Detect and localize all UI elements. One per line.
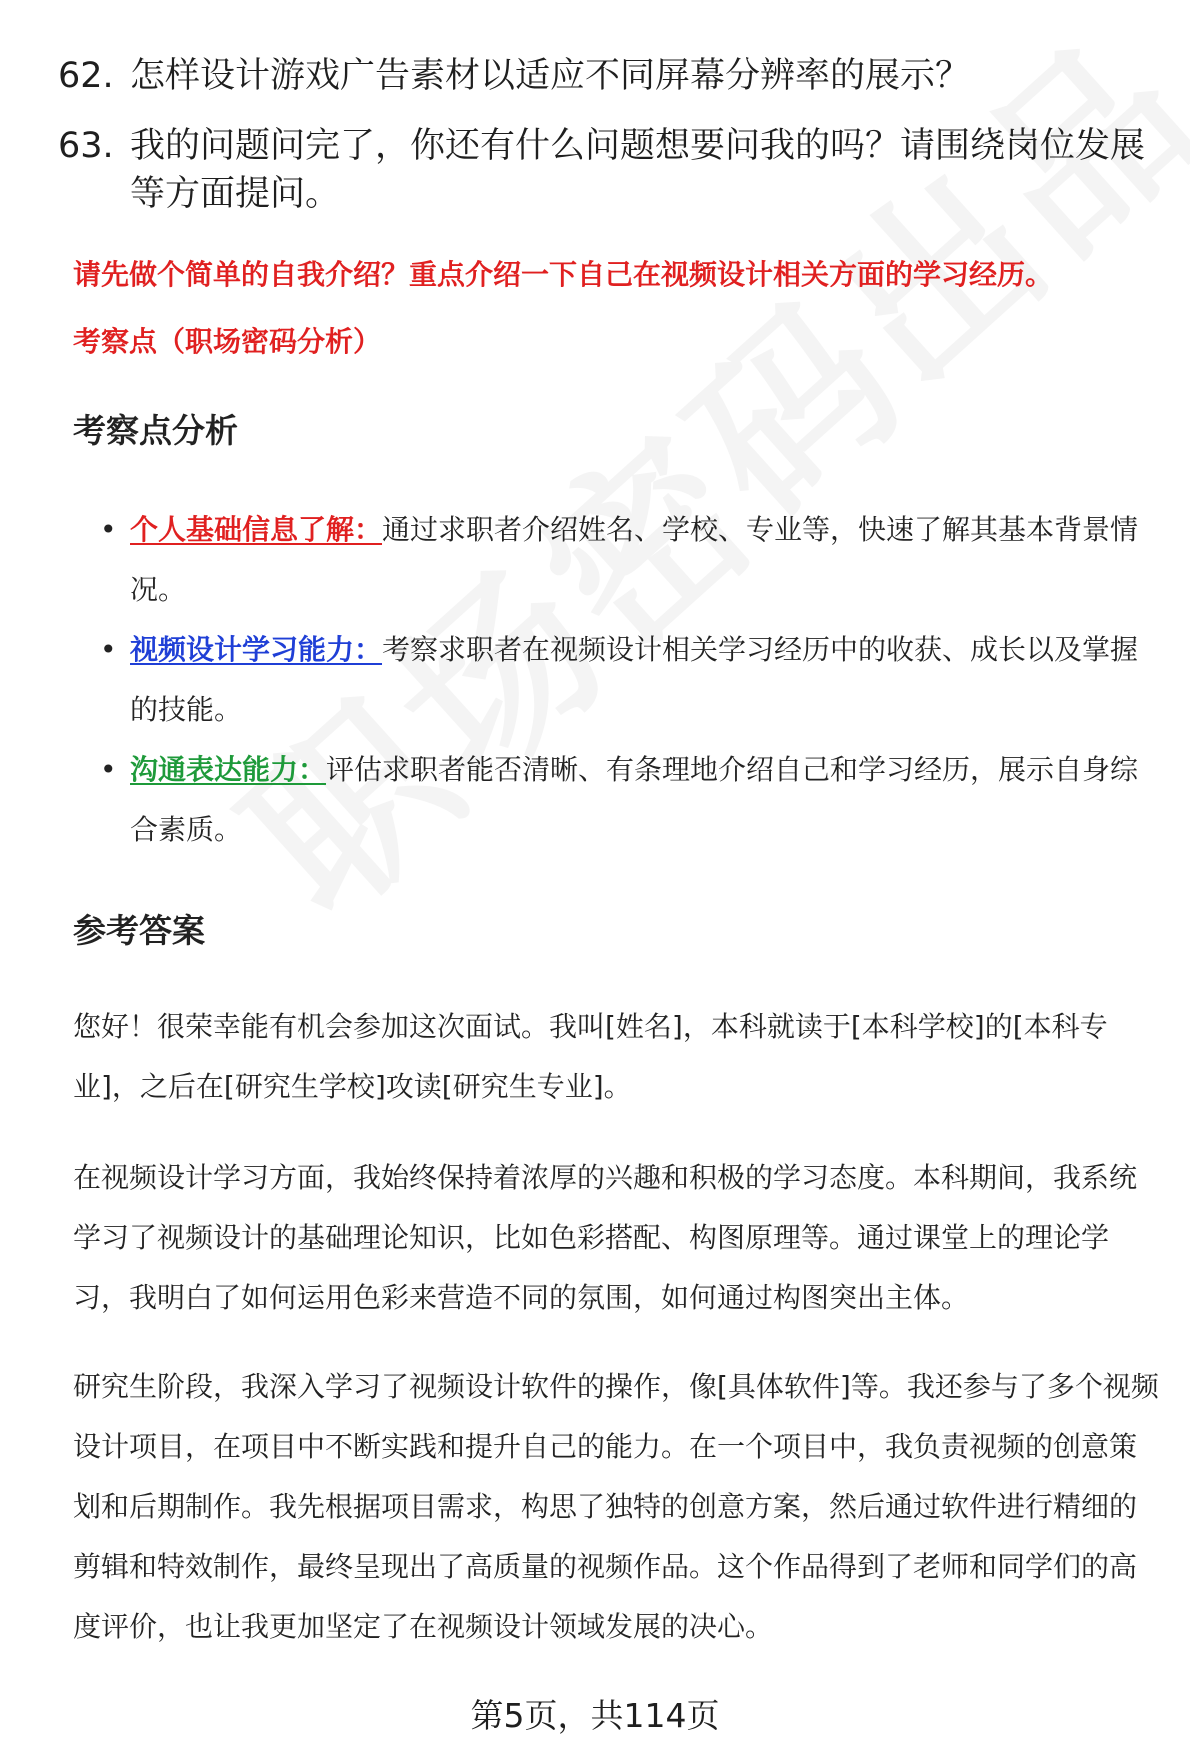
analysis-item xyxy=(100,500,1160,620)
question-number: 63. xyxy=(58,126,114,166)
current-question: 请先做个简单的自我介绍？重点介绍一下自己在视频设计相关方面的学习经历。 xyxy=(73,258,1054,291)
question-item xyxy=(58,122,1158,218)
analysis-keyword: 视频设计学习能力： xyxy=(130,633,383,666)
analysis-item xyxy=(100,620,1160,740)
answer-paragraph: 研究生阶段，我深入学习了视频设计软件的操作，像[具体软件]等。我还参与了多个视频设计项目，在项目中不断实践和提升自己的能力。在一个项目中，我负责视频的创意策划和后期制作。我先根据项目需求，构思了独特的创意方案，然后通过软件进行精细的剪辑和特效制作，最终呈现出了高质量的视频作品。这个作品得到了老师和同学们的高度评价，也让我更加坚定了在视频设计领域发展的决心。 xyxy=(73,1370,1159,1643)
question-text: 我的问题问完了，你还有什么问题想要问我的吗？请围绕岗位发展等方面提问。 xyxy=(130,126,1146,214)
answer-paragraph: 在视频设计学习方面，我始终保持着浓厚的兴趣和积极的学习态度。本科期间，我系统学习了视频设计的基础理论知识，比如色彩搭配、构图原理等。通过课堂上的理论学习，我明白了如何运用色彩来营造不同的氛围，如何通过构图突出主体。 xyxy=(73,1161,1138,1314)
question-list xyxy=(58,52,1158,240)
bullet-icon: • xyxy=(100,753,117,786)
answer-title: 参考答案 xyxy=(73,911,205,950)
point-tag: 考察点（职场密码分析） xyxy=(73,325,382,358)
analysis-item xyxy=(100,740,1160,860)
question-number: 62. xyxy=(58,56,114,96)
analysis-text: 考察求职者在视频设计相关学习经历中的收获、成长以及掌握的技能。 xyxy=(130,633,1139,726)
question-item xyxy=(58,52,1158,100)
answer-paragraph: 您好！很荣幸能有机会参加这次面试。我叫[姓名]，本科就读于[本科学校]的[本科专业]，之后在[研究生学校]攻读[研究生专业]。 xyxy=(73,1010,1108,1103)
analysis-list xyxy=(100,500,1160,860)
page-footer: 第5页，共114页 xyxy=(470,1696,720,1735)
bullet-icon: • xyxy=(100,633,117,666)
question-text: 怎样设计游戏广告素材以适应不同屏幕分辨率的展示？ xyxy=(130,56,971,96)
analysis-keyword: 个人基础信息了解： xyxy=(130,513,383,546)
analysis-text: 通过求职者介绍姓名、学校、专业等，快速了解其基本背景情况。 xyxy=(130,513,1139,606)
bullet-icon: • xyxy=(100,513,117,546)
analysis-text: 评估求职者能否清晰、有条理地介绍自己和学习经历，展示自身综合素质。 xyxy=(130,753,1139,846)
analysis-keyword: 沟通表达能力： xyxy=(130,753,327,786)
analysis-title: 考察点分析 xyxy=(73,411,238,450)
